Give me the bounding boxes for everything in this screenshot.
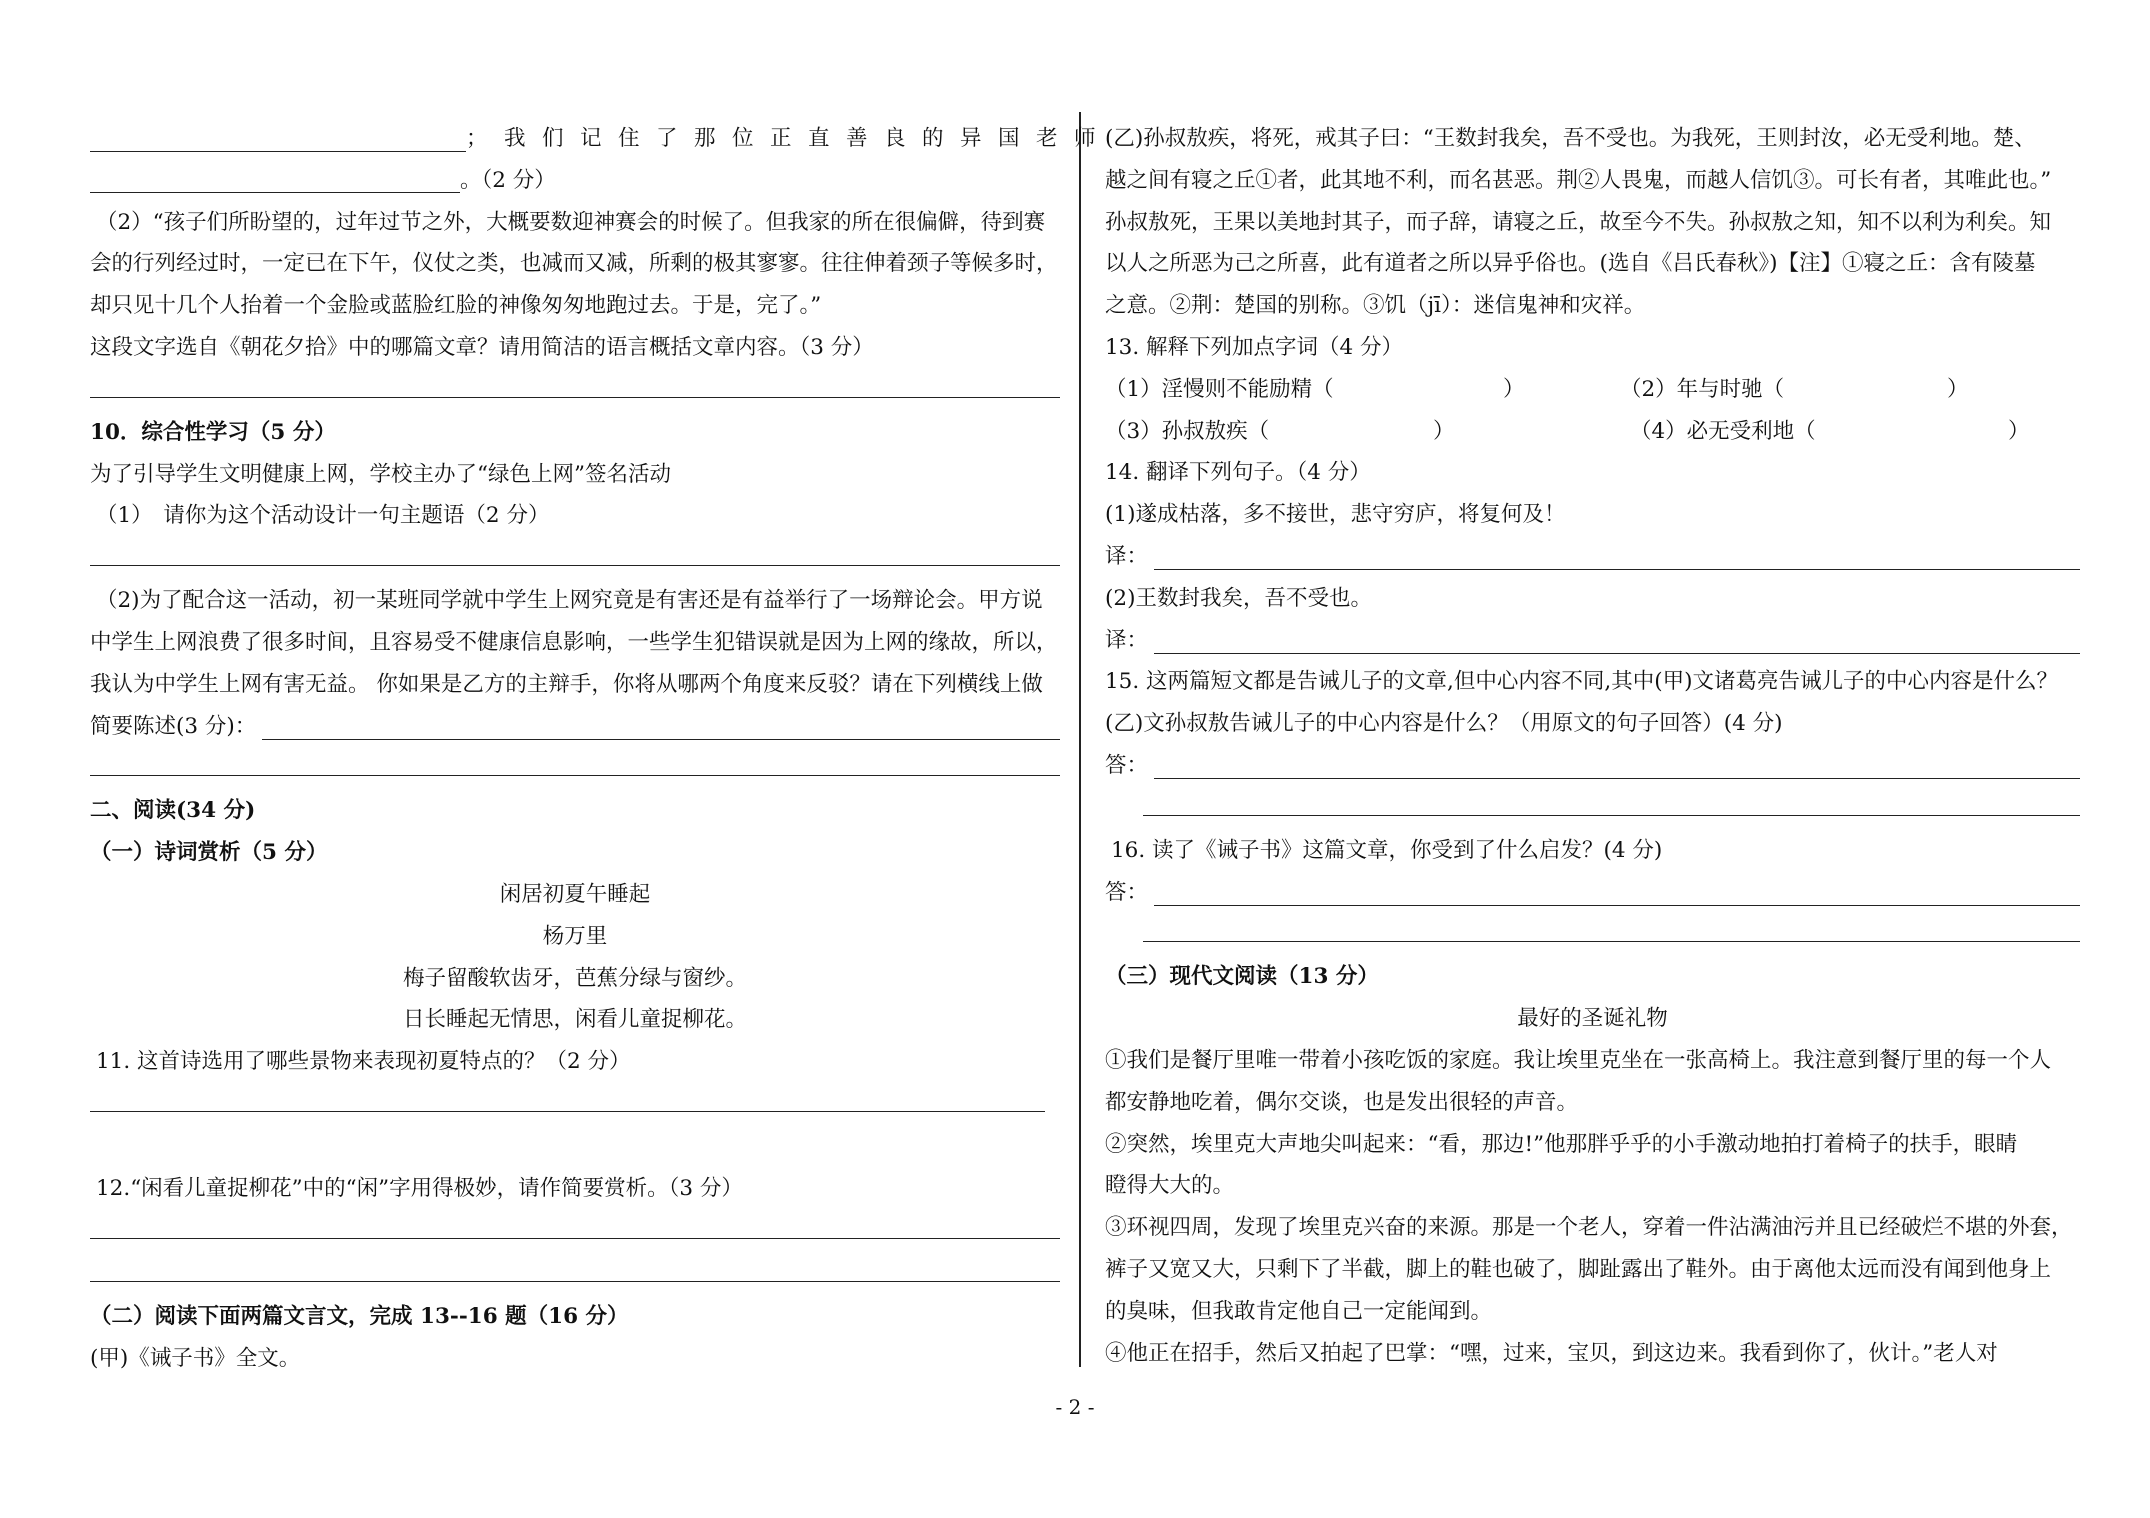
poem-title: 闲居初夏午睡起 [499, 881, 651, 907]
answer-line[interactable] [1154, 543, 2080, 570]
story-paragraph: 的臭味，但我敢肯定他自己一定能闻到。 [1105, 1298, 1493, 1324]
poem-author: 杨万里 [542, 923, 608, 949]
right-column [1105, 118, 2080, 1374]
page-number: - 2 - [1055, 1395, 1095, 1419]
answer-line[interactable] [1143, 913, 2080, 942]
q9-2-passage: 却只见十几个人抬着一个金脸或蓝脸红脸的神像匆匆地跑过去。于是，完了。” [90, 293, 822, 319]
poem-line: 日长睡起无情思，闲看儿童捉柳花。 [402, 1007, 747, 1033]
answer-label: 答： [1105, 752, 1149, 778]
yi-passage: 孙叔敖死，王果以美地封其子，而子辞，请寝之丘，故至今不失。孙叔敖之知，知不以利为利矣。知 [1105, 209, 2052, 235]
story-title: 最好的圣诞礼物 [1517, 1006, 1668, 1032]
q10-2-text: 我认为中学生上网有害无益。 你如果是乙方的主辩手，你将从哪两个角度来反驳？请在下列横线上做 [90, 671, 1043, 697]
story-paragraph: 裤子又宽又大，只剩下了半截，脚上的鞋也破了，脚趾露出了鞋外。由于离他太远而没有闻到他身上 [1105, 1256, 2052, 1282]
q10-1-question: （1） 请你为这个活动设计一句主题语（2 分） [96, 503, 550, 529]
answer-line[interactable] [90, 369, 1060, 398]
q14-2-answer-row [1105, 620, 2080, 662]
q14-1-sentence: (1)遂成枯落，多不接世，悲守穷庐，将复何及！ [1105, 502, 1566, 528]
story-paragraph: ①我们是餐厅里唯一带着小孩吃饭的家庭。我让埃里克坐在一张高椅上。我注意到餐厅里的每一个人 [1105, 1047, 2052, 1073]
translate-label: 译： [1105, 627, 1149, 653]
translate-label: 译： [1105, 543, 1149, 569]
answer-line[interactable] [90, 1210, 1060, 1239]
story-paragraph: ②突然，埃里克大声地尖叫起来：“看，那边!”他那胖乎乎的小手激动地拍打着椅子的扶手，眼睛 [1105, 1131, 2018, 1157]
q10-2-text: （2)为了配合这一活动，初一某班同学就中学生上网究竟是有害还是有益举行了一场辩论会。甲方说 [96, 588, 1043, 614]
answer-line[interactable] [262, 713, 1060, 740]
q13-row-1 [1105, 369, 2080, 411]
yi-passage: 之意。②荆：楚国的别称。③饥（jī）：迷信鬼神和灾祥。 [1105, 293, 1646, 319]
answer-line[interactable] [90, 537, 1060, 566]
q14-1-answer-row [1105, 536, 2080, 578]
q13-item-1: （1）淫慢则不能励精（ [1105, 376, 1334, 402]
q13-close-paren: ） [1947, 376, 1969, 402]
poem-line: 梅子留酸软齿牙，芭蕉分绿与窗纱。 [402, 965, 747, 991]
q16-question: 16. 读了《诫子书》这篇文章，你受到了什么启发？(4 分) [1111, 837, 1663, 863]
yi-passage: (乙)孙叔敖疾，将死，戒其子曰：“王数封我矣，吾不受也。为我死，王则封汝，必无受利地。楚、 [1105, 126, 2036, 151]
q9-2-question: 这段文字选自《朝花夕拾》中的哪篇文章？请用简洁的语言概括文章内容。（3 分） [90, 334, 874, 360]
story-paragraph: 都安静地吃着，偶尔交谈，也是发出很轻的声音。 [1105, 1089, 1579, 1115]
q10-heading: 10．综合性学习（5 分） [90, 419, 336, 445]
answer-blank[interactable] [90, 168, 460, 193]
q13-question: 13. 解释下列加点字词（4 分） [1105, 334, 1404, 360]
answer-line[interactable] [1154, 879, 2080, 906]
q13-row-2 [1105, 411, 2080, 453]
answer-line[interactable] [1154, 752, 2080, 779]
q15-question: (乙)文孙叔敖告诫儿子的中心内容是什么？（用原文的句子回答）(4 分) [1105, 711, 1783, 737]
q9-1-text: ；我们记住了那位正直善良的异国老师 [466, 126, 1113, 151]
q12-question: 12.“闲看儿童捉柳花”中的“闲”字用得极妙，请作简要赏析。（3 分） [96, 1175, 743, 1201]
q15-question: 15. 这两篇短文都是告诫儿子的文章,但中心内容不同,其中(甲)文诸葛亮告诫儿子的中心内容是什么？ [1105, 669, 2058, 695]
answer-line[interactable] [1154, 627, 2080, 654]
answer-line[interactable] [90, 1253, 1060, 1282]
q13-item-3: （3）孙叔敖疾（ [1105, 418, 1270, 444]
section-2-1-heading: （一）诗词赏析（5 分） [90, 840, 328, 866]
q9-2-passage: 会的行列经过时，一定已在下午，仪仗之类，也减而又减，所剩的极其寥寥。往往伸着颈子等候多时， [90, 251, 1058, 277]
q13-close-paren: ） [1503, 376, 1525, 402]
q10-2-label: 简要陈述(3 分)： [90, 713, 257, 739]
q10-2-text: 中学生上网浪费了很多时间，且容易受不健康信息影响，一些学生犯错误就是因为上网的缘故，所以， [90, 629, 1058, 655]
left-column [90, 118, 1113, 1379]
jia-text: (甲)《诫子书》全文。 [90, 1345, 301, 1371]
story-paragraph: ③环视四周，发现了埃里克兴奋的来源。那是一个老人，穿着一件沾满油污并且已经破烂不堪的外套， [1105, 1215, 2073, 1241]
q14-question: 14. 翻译下列句子。（4 分） [1105, 460, 1371, 486]
q15-answer-row [1105, 745, 2080, 787]
story-paragraph: ④他正在招手，然后又拍起了巴掌：“嘿，过来，宝贝，到这边来。我看到你了，伙计。”老人对 [1105, 1340, 1998, 1366]
yi-passage: 以人之所恶为己之所喜，此有道者之所以异乎俗也。(选自《吕氏春秋》)【注】①寝之丘：含有陵墓 [1105, 251, 2036, 277]
story-paragraph: 瞪得大大的。 [1105, 1173, 1235, 1199]
q14-2-sentence: (2)王数封我矣，吾不受也。 [1105, 585, 1372, 611]
q10-2-answer-row [90, 706, 1060, 748]
answer-line[interactable] [90, 747, 1060, 776]
section-3-heading: （三）现代文阅读（13 分） [1105, 964, 1379, 990]
column-divider [1079, 112, 1081, 1367]
q16-answer-row [1105, 872, 2080, 914]
answer-blank[interactable] [90, 127, 466, 152]
q9-2-passage: （2）“孩子们所盼望的，过年过节之外，大概要数迎神赛会的时候了。但我家的所在很偏僻，待到赛 [96, 209, 1046, 235]
q13-item-4: （4）必无受利地（ [1630, 418, 1816, 444]
section-2-2-heading: （二）阅读下面两篇文言文，完成 13--16 题（16 分） [90, 1303, 629, 1329]
q9-1-line2 [90, 160, 1060, 202]
yi-passage: 越之间有寝之丘①者，此其地不利，而名甚恶。荆②人畏鬼，而越人信饥③。可长有者，其唯此也。” [1105, 167, 2052, 193]
q9-1-score: 。（2 分） [460, 167, 556, 193]
q13-item-2: （2）年与时驰（ [1620, 376, 1785, 402]
q10-intro: 为了引导学生文明健康上网，学校主办了“绿色上网”签名活动 [90, 461, 671, 487]
q13-close-paren: ） [2008, 418, 2030, 444]
q13-close-paren: ） [1433, 418, 1455, 444]
q9-1-line1 [90, 118, 1113, 160]
answer-line[interactable] [1143, 787, 2080, 816]
q11-question: 11. 这首诗选用了哪些景物来表现初夏特点的？（2 分） [96, 1049, 631, 1075]
section-2-heading: 二、阅读(34 分) [90, 798, 256, 824]
answer-line[interactable] [90, 1083, 1045, 1112]
answer-label: 答： [1105, 879, 1149, 905]
